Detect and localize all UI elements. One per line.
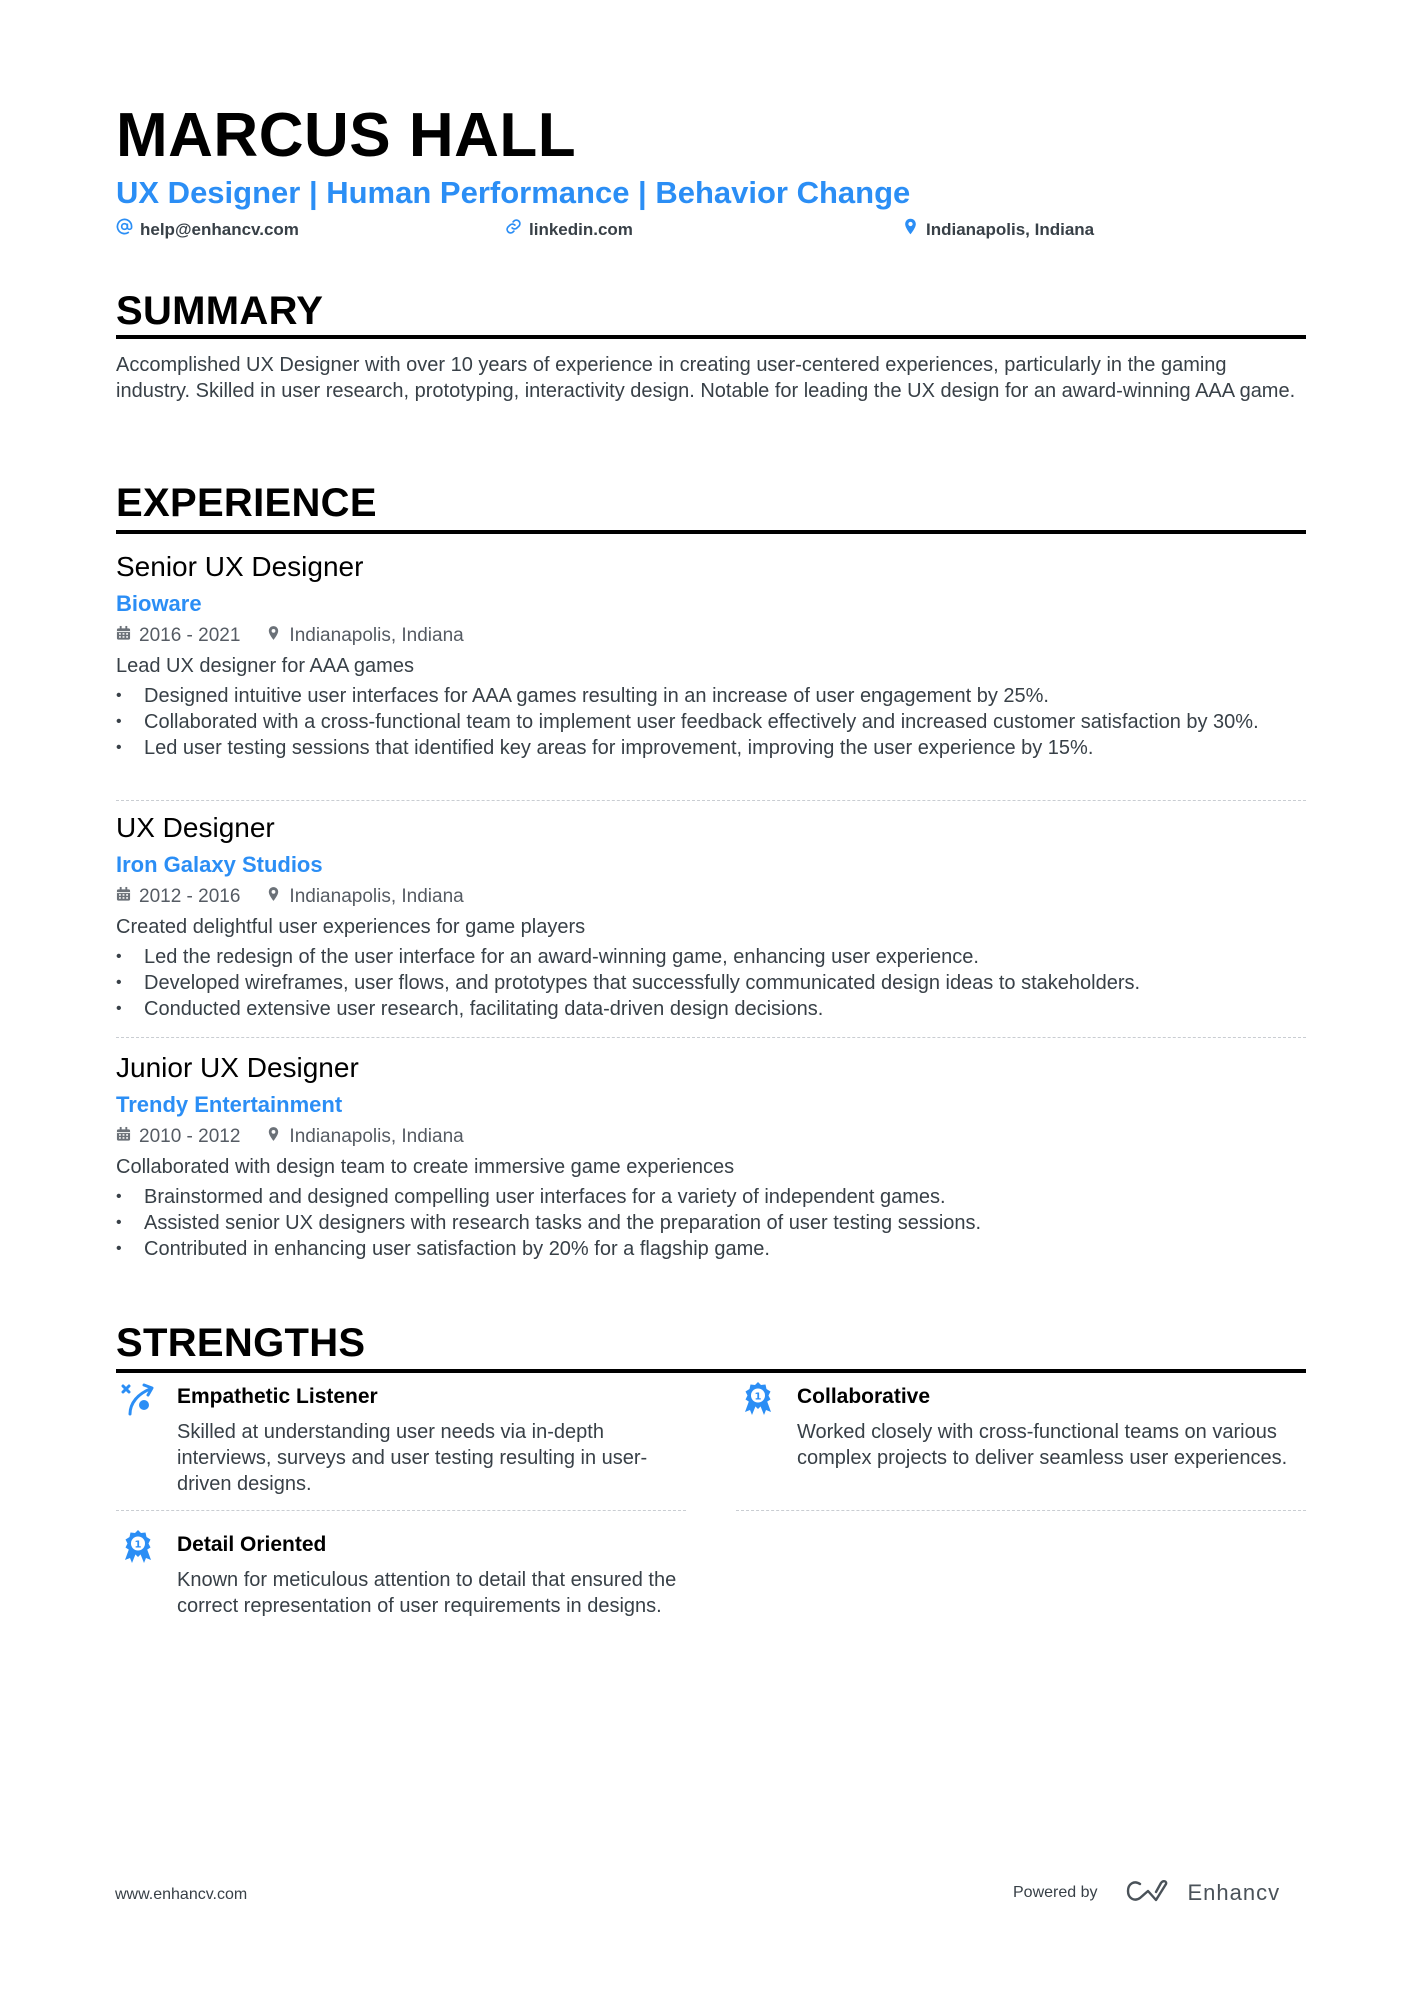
job-location: Indianapolis, Indiana [266, 1122, 463, 1152]
job-bullet: • Led user testing sessions that identified key areas for improvement, improving the user experience by 15%. [116, 735, 1306, 761]
contact-linkedin[interactable] [505, 217, 633, 243]
contact-location-text: Indianapolis, Indiana [926, 220, 1095, 239]
location-pin-icon [266, 621, 281, 651]
strength-divider [736, 1510, 1306, 1511]
job-location: Indianapolis, Indiana [266, 621, 463, 651]
job-bullet: • Contributed in enhancing user satisfaction by 20% for a flagship game. [116, 1236, 1306, 1262]
job-company: Iron Galaxy Studios [116, 852, 323, 877]
strength-description: Skilled at understanding user needs via in-depth interviews, surveys and user testing resulting in user-driven designs. [177, 1421, 648, 1495]
strengths-rule [116, 1369, 1306, 1373]
job-bullet: • Developed wireframes, user flows, and prototypes that successfully communicated design ideas to stakeholders. [116, 970, 1306, 996]
candidate-name: MARCUS HALL [116, 101, 577, 170]
job-bullets [116, 944, 1306, 1022]
job-bullet: • Collaborated with a cross-functional team to implement user feedback effectively and increased customer satisfaction by 30%. [116, 709, 1306, 735]
calendar-icon [116, 621, 131, 651]
at-icon [116, 217, 133, 243]
strategy-icon [120, 1381, 156, 1417]
job-company: Trendy Entertainment [116, 1092, 343, 1117]
job-location: Indianapolis, Indiana [266, 882, 463, 912]
strength-title: Detail Oriented [177, 1533, 327, 1556]
job-description: Created delightful user experiences for game players [116, 916, 586, 938]
job-description: Collaborated with design team to create immersive game experiences [116, 1156, 735, 1178]
job-description: Lead UX designer for AAA games [116, 655, 414, 677]
entry-divider [116, 1037, 1306, 1038]
job-dates: 2016 - 2021 [116, 621, 240, 651]
job-company: Bioware [116, 591, 202, 616]
svg-text:1: 1 [754, 1391, 762, 1403]
experience-entry [116, 810, 1306, 1022]
job-bullet: • Led the redesign of the user interface for an award-winning game, enhancing user experience. [116, 944, 1306, 970]
summary-text: Accomplished UX Designer with over 10 years of experience in creating user-centered experiences, particularly in the gaming industry. Skilled in user research, prototyping, interactivity design. Notable for leading the UX design for an award-winning AAA game. [116, 354, 1296, 402]
job-meta [116, 621, 1306, 651]
job-bullet: • Conducted extensive user research, facilitating data-driven design decisions. [116, 996, 1306, 1022]
strength-title: Collaborative [797, 1385, 931, 1408]
contact-row [116, 217, 1306, 243]
job-title: Senior UX Designer [116, 551, 364, 582]
award-medal-icon [740, 1381, 776, 1417]
summary-rule [116, 335, 1306, 339]
award-medal-icon [120, 1529, 156, 1565]
candidate-headline: UX Designer | Human Performance | Behavior Change [116, 175, 911, 210]
contact-linkedin-text: linkedin.com [529, 220, 633, 239]
svg-text:1: 1 [134, 1539, 142, 1551]
job-dates: 2010 - 2012 [116, 1122, 240, 1152]
job-meta [116, 882, 1306, 912]
job-bullet: • Brainstormed and designed compelling user interfaces for a variety of independent games. [116, 1184, 1306, 1210]
job-bullet: • Assisted senior UX designers with research tasks and the preparation of user testing sessions. [116, 1210, 1306, 1236]
powered-by-label: Powered by [1013, 1884, 1098, 1901]
enhancv-logo-icon [1126, 1878, 1188, 1909]
experience-entry [116, 549, 1306, 761]
strength-divider [116, 1510, 686, 1511]
location-pin-icon [902, 217, 919, 243]
strengths-heading: STRENGTHS [116, 1321, 366, 1365]
job-bullets [116, 1184, 1306, 1262]
enhancv-brand-text: Enhancv [1187, 1880, 1281, 1905]
job-title: UX Designer [116, 812, 275, 843]
job-bullet: • Designed intuitive user interfaces for AAA games resulting in an increase of user engagement by 25%. [116, 683, 1306, 709]
job-meta [116, 1122, 1306, 1152]
footer-branding[interactable] [1013, 1878, 1280, 1908]
experience-entry [116, 1050, 1306, 1262]
job-bullets [116, 683, 1306, 761]
calendar-icon [116, 882, 131, 912]
entry-divider [116, 800, 1306, 801]
strength-description: Worked closely with cross-functional teams on various complex projects to deliver seamless user experiences. [797, 1421, 1288, 1469]
summary-heading: SUMMARY [116, 289, 324, 333]
contact-email[interactable] [116, 217, 299, 243]
link-icon [505, 217, 522, 243]
location-pin-icon [266, 1122, 281, 1152]
strength-description: Known for meticulous attention to detail that ensured the correct representation of user requirements in designs. [177, 1569, 677, 1617]
contact-location [902, 217, 1094, 243]
experience-rule [116, 530, 1306, 534]
calendar-icon [116, 1122, 131, 1152]
job-title: Junior UX Designer [116, 1052, 359, 1083]
contact-email-text: help@enhancv.com [140, 220, 299, 239]
strength-title: Empathetic Listener [177, 1385, 378, 1408]
footer-website-link[interactable]: www.enhancv.com [115, 1886, 248, 1903]
location-pin-icon [266, 882, 281, 912]
job-dates: 2012 - 2016 [116, 882, 240, 912]
experience-heading: EXPERIENCE [116, 481, 377, 525]
